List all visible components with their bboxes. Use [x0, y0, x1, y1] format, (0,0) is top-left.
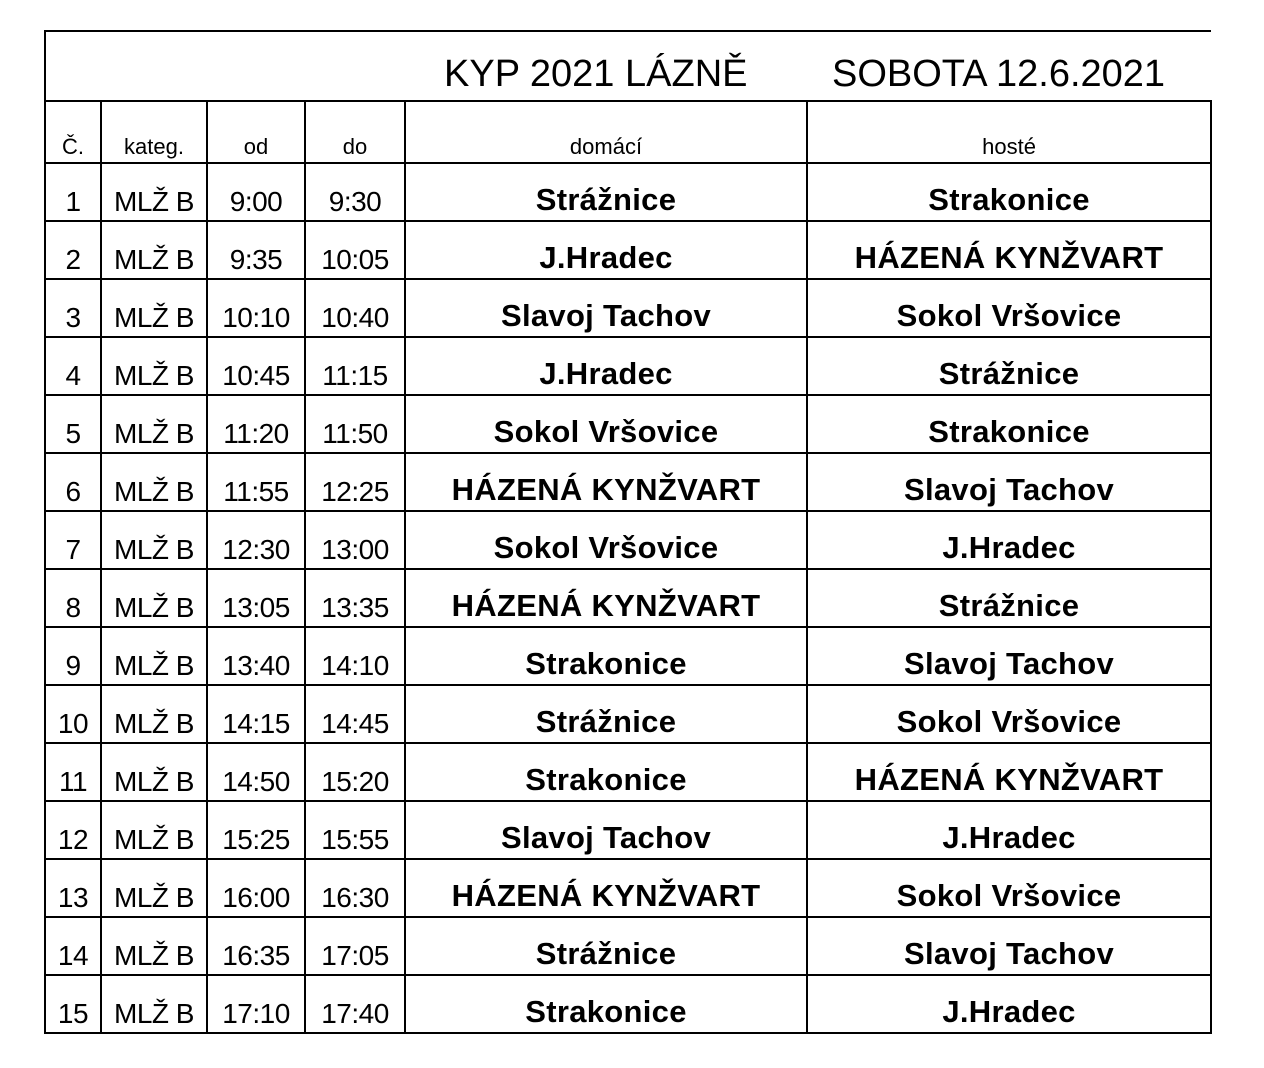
header-to: do — [305, 101, 405, 163]
home-team-cell: Strážnice — [405, 917, 807, 975]
category-cell: MLŽ B — [101, 395, 207, 453]
match-number-cell: 8 — [45, 569, 101, 627]
category-cell: MLŽ B — [101, 511, 207, 569]
end-time-cell: 10:40 — [305, 279, 405, 337]
home-team-cell: HÁZENÁ KYNŽVART — [405, 453, 807, 511]
match-number-cell: 14 — [45, 917, 101, 975]
table-row — [45, 511, 1211, 569]
table-row — [45, 221, 1211, 279]
match-number-cell: 5 — [45, 395, 101, 453]
guest-team-cell: Slavoj Tachov — [807, 917, 1211, 975]
end-time-cell: 15:20 — [305, 743, 405, 801]
end-time-cell: 14:10 — [305, 627, 405, 685]
table-row — [45, 975, 1211, 1033]
category-cell: MLŽ B — [101, 163, 207, 221]
guest-team-cell: Strakonice — [807, 163, 1211, 221]
category-cell: MLŽ B — [101, 801, 207, 859]
header-from: od — [207, 101, 305, 163]
category-cell: MLŽ B — [101, 337, 207, 395]
match-number-cell: 13 — [45, 859, 101, 917]
category-cell: MLŽ B — [101, 453, 207, 511]
table-row — [45, 279, 1211, 337]
page-title: KYP 2021 LÁZNĚ — [444, 53, 748, 95]
category-cell: MLŽ B — [101, 743, 207, 801]
home-team-cell: Strážnice — [405, 163, 807, 221]
match-number-cell: 2 — [45, 221, 101, 279]
header-home: domácí — [405, 101, 807, 163]
category-cell: MLŽ B — [101, 279, 207, 337]
start-time-cell: 11:20 — [207, 395, 305, 453]
end-time-cell: 15:55 — [305, 801, 405, 859]
schedule-table — [44, 30, 1212, 1034]
start-time-cell: 14:50 — [207, 743, 305, 801]
end-time-cell: 10:05 — [305, 221, 405, 279]
home-team-cell: HÁZENÁ KYNŽVART — [405, 569, 807, 627]
header-guests: hosté — [807, 101, 1211, 163]
match-number-cell: 3 — [45, 279, 101, 337]
table-row — [45, 743, 1211, 801]
start-time-cell: 10:45 — [207, 337, 305, 395]
table-row — [45, 163, 1211, 221]
guest-team-cell: J.Hradec — [807, 511, 1211, 569]
home-team-cell: Slavoj Tachov — [405, 801, 807, 859]
start-time-cell: 16:00 — [207, 859, 305, 917]
title-cell — [45, 31, 1211, 101]
start-time-cell: 17:10 — [207, 975, 305, 1033]
category-cell: MLŽ B — [101, 685, 207, 743]
start-time-cell: 15:25 — [207, 801, 305, 859]
category-cell: MLŽ B — [101, 221, 207, 279]
end-time-cell: 17:40 — [305, 975, 405, 1033]
table-row — [45, 685, 1211, 743]
start-time-cell: 11:55 — [207, 453, 305, 511]
header-row — [45, 101, 1211, 163]
home-team-cell: Strakonice — [405, 627, 807, 685]
match-number-cell: 1 — [45, 163, 101, 221]
match-number-cell: 9 — [45, 627, 101, 685]
guest-team-cell: Strážnice — [807, 569, 1211, 627]
guest-team-cell: Slavoj Tachov — [807, 627, 1211, 685]
home-team-cell: Slavoj Tachov — [405, 279, 807, 337]
start-time-cell: 16:35 — [207, 917, 305, 975]
end-time-cell: 11:50 — [305, 395, 405, 453]
table-row — [45, 395, 1211, 453]
end-time-cell: 17:05 — [305, 917, 405, 975]
end-time-cell: 13:35 — [305, 569, 405, 627]
home-team-cell: Strážnice — [405, 685, 807, 743]
table-row — [45, 627, 1211, 685]
match-number-cell: 12 — [45, 801, 101, 859]
page-date: SOBOTA 12.6.2021 — [832, 53, 1166, 95]
start-time-cell: 12:30 — [207, 511, 305, 569]
start-time-cell: 10:10 — [207, 279, 305, 337]
table-row — [45, 801, 1211, 859]
end-time-cell: 11:15 — [305, 337, 405, 395]
guest-team-cell: Sokol Vršovice — [807, 279, 1211, 337]
header-category: kateg. — [101, 101, 207, 163]
start-time-cell: 14:15 — [207, 685, 305, 743]
home-team-cell: J.Hradec — [405, 337, 807, 395]
schedule-sheet — [44, 30, 1210, 1034]
end-time-cell: 9:30 — [305, 163, 405, 221]
start-time-cell: 13:40 — [207, 627, 305, 685]
guest-team-cell: Strakonice — [807, 395, 1211, 453]
guest-team-cell: Sokol Vršovice — [807, 685, 1211, 743]
match-number-cell: 6 — [45, 453, 101, 511]
guest-team-cell: J.Hradec — [807, 801, 1211, 859]
home-team-cell: Strakonice — [405, 743, 807, 801]
category-cell: MLŽ B — [101, 859, 207, 917]
category-cell: MLŽ B — [101, 975, 207, 1033]
home-team-cell: J.Hradec — [405, 221, 807, 279]
end-time-cell: 16:30 — [305, 859, 405, 917]
header-num: Č. — [45, 101, 101, 163]
guest-team-cell: J.Hradec — [807, 975, 1211, 1033]
end-time-cell: 13:00 — [305, 511, 405, 569]
home-team-cell: HÁZENÁ KYNŽVART — [405, 859, 807, 917]
table-row — [45, 337, 1211, 395]
match-number-cell: 11 — [45, 743, 101, 801]
start-time-cell: 9:00 — [207, 163, 305, 221]
category-cell: MLŽ B — [101, 627, 207, 685]
guest-team-cell: HÁZENÁ KYNŽVART — [807, 743, 1211, 801]
guest-team-cell: Strážnice — [807, 337, 1211, 395]
home-team-cell: Sokol Vršovice — [405, 395, 807, 453]
match-number-cell: 10 — [45, 685, 101, 743]
guest-team-cell: Slavoj Tachov — [807, 453, 1211, 511]
match-number-cell: 7 — [45, 511, 101, 569]
table-row — [45, 453, 1211, 511]
category-cell: MLŽ B — [101, 569, 207, 627]
table-row — [45, 569, 1211, 627]
start-time-cell: 9:35 — [207, 221, 305, 279]
end-time-cell: 12:25 — [305, 453, 405, 511]
home-team-cell: Strakonice — [405, 975, 807, 1033]
category-cell: MLŽ B — [101, 917, 207, 975]
guest-team-cell: Sokol Vršovice — [807, 859, 1211, 917]
table-row — [45, 917, 1211, 975]
home-team-cell: Sokol Vršovice — [405, 511, 807, 569]
match-number-cell: 4 — [45, 337, 101, 395]
guest-team-cell: HÁZENÁ KYNŽVART — [807, 221, 1211, 279]
table-row — [45, 859, 1211, 917]
match-number-cell: 15 — [45, 975, 101, 1033]
start-time-cell: 13:05 — [207, 569, 305, 627]
end-time-cell: 14:45 — [305, 685, 405, 743]
title-row — [45, 31, 1211, 101]
